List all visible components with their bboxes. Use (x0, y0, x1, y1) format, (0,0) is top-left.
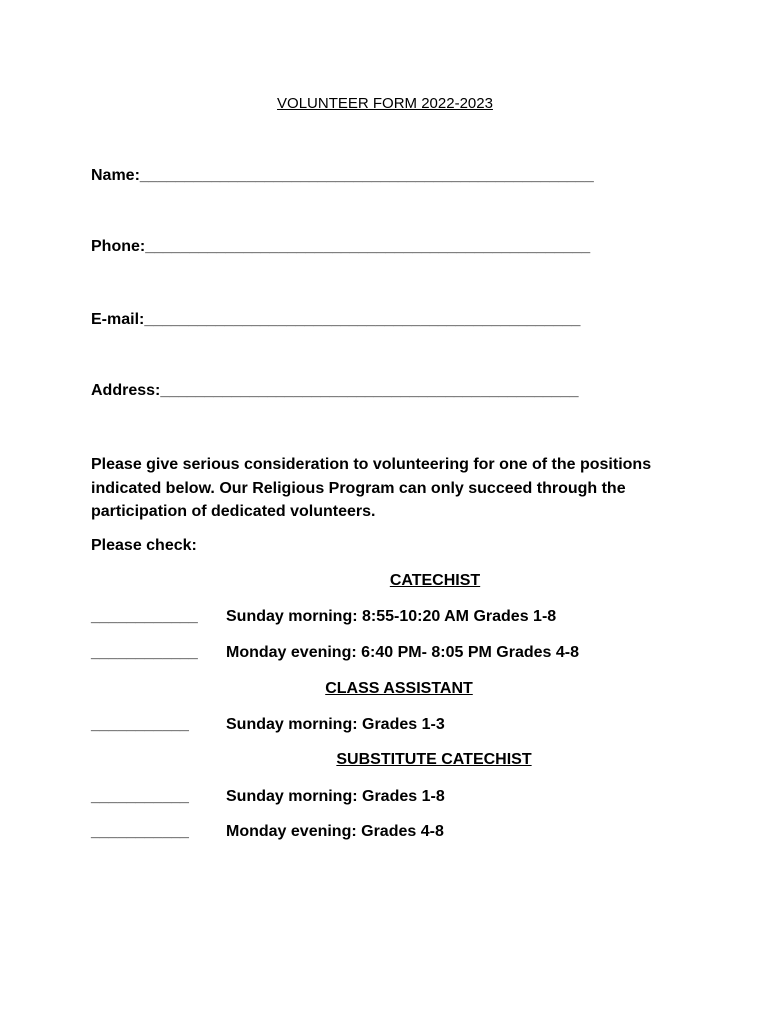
check-label: Please check: (91, 537, 197, 554)
substitute-monday-blank[interactable]: ___________ (91, 823, 189, 840)
class-assistant-sunday-blank[interactable]: ___________ (91, 716, 189, 733)
class-assistant-heading: CLASS ASSISTANT (325, 680, 473, 697)
phone-field[interactable]: Phone:__________________________________________________ (91, 238, 591, 255)
form-title: VOLUNTEER FORM 2022-2023 (277, 95, 493, 112)
email-field[interactable]: E-mail:_________________________________________________ (91, 311, 581, 328)
substitute-heading: SUBSTITUTE CATECHIST (336, 751, 532, 768)
catechist-monday-blank[interactable]: ____________ (91, 644, 198, 661)
address-field[interactable]: Address:_______________________________________________ (91, 382, 579, 399)
catechist-monday-label: Monday evening: 6:40 PM- 8:05 PM Grades 4-8 (226, 644, 579, 661)
catechist-heading: CATECHIST (389, 572, 481, 589)
substitute-monday-label: Monday evening: Grades 4-8 (226, 823, 444, 840)
substitute-sunday-blank[interactable]: ___________ (91, 788, 189, 805)
intro-paragraph: Please give serious consideration to volunteering for one of the positions indicated below. Our Religious Program can only succeed through the participation of dedicated volunteers. (91, 456, 652, 520)
class-assistant-sunday-label: Sunday morning: Grades 1-3 (226, 716, 445, 733)
catechist-sunday-label: Sunday morning: 8:55-10:20 AM Grades 1-8 (226, 608, 557, 625)
catechist-sunday-blank[interactable]: ____________ (91, 608, 198, 625)
name-field[interactable]: Name:___________________________________________________ (91, 167, 594, 184)
substitute-sunday-label: Sunday morning: Grades 1-8 (226, 788, 445, 805)
